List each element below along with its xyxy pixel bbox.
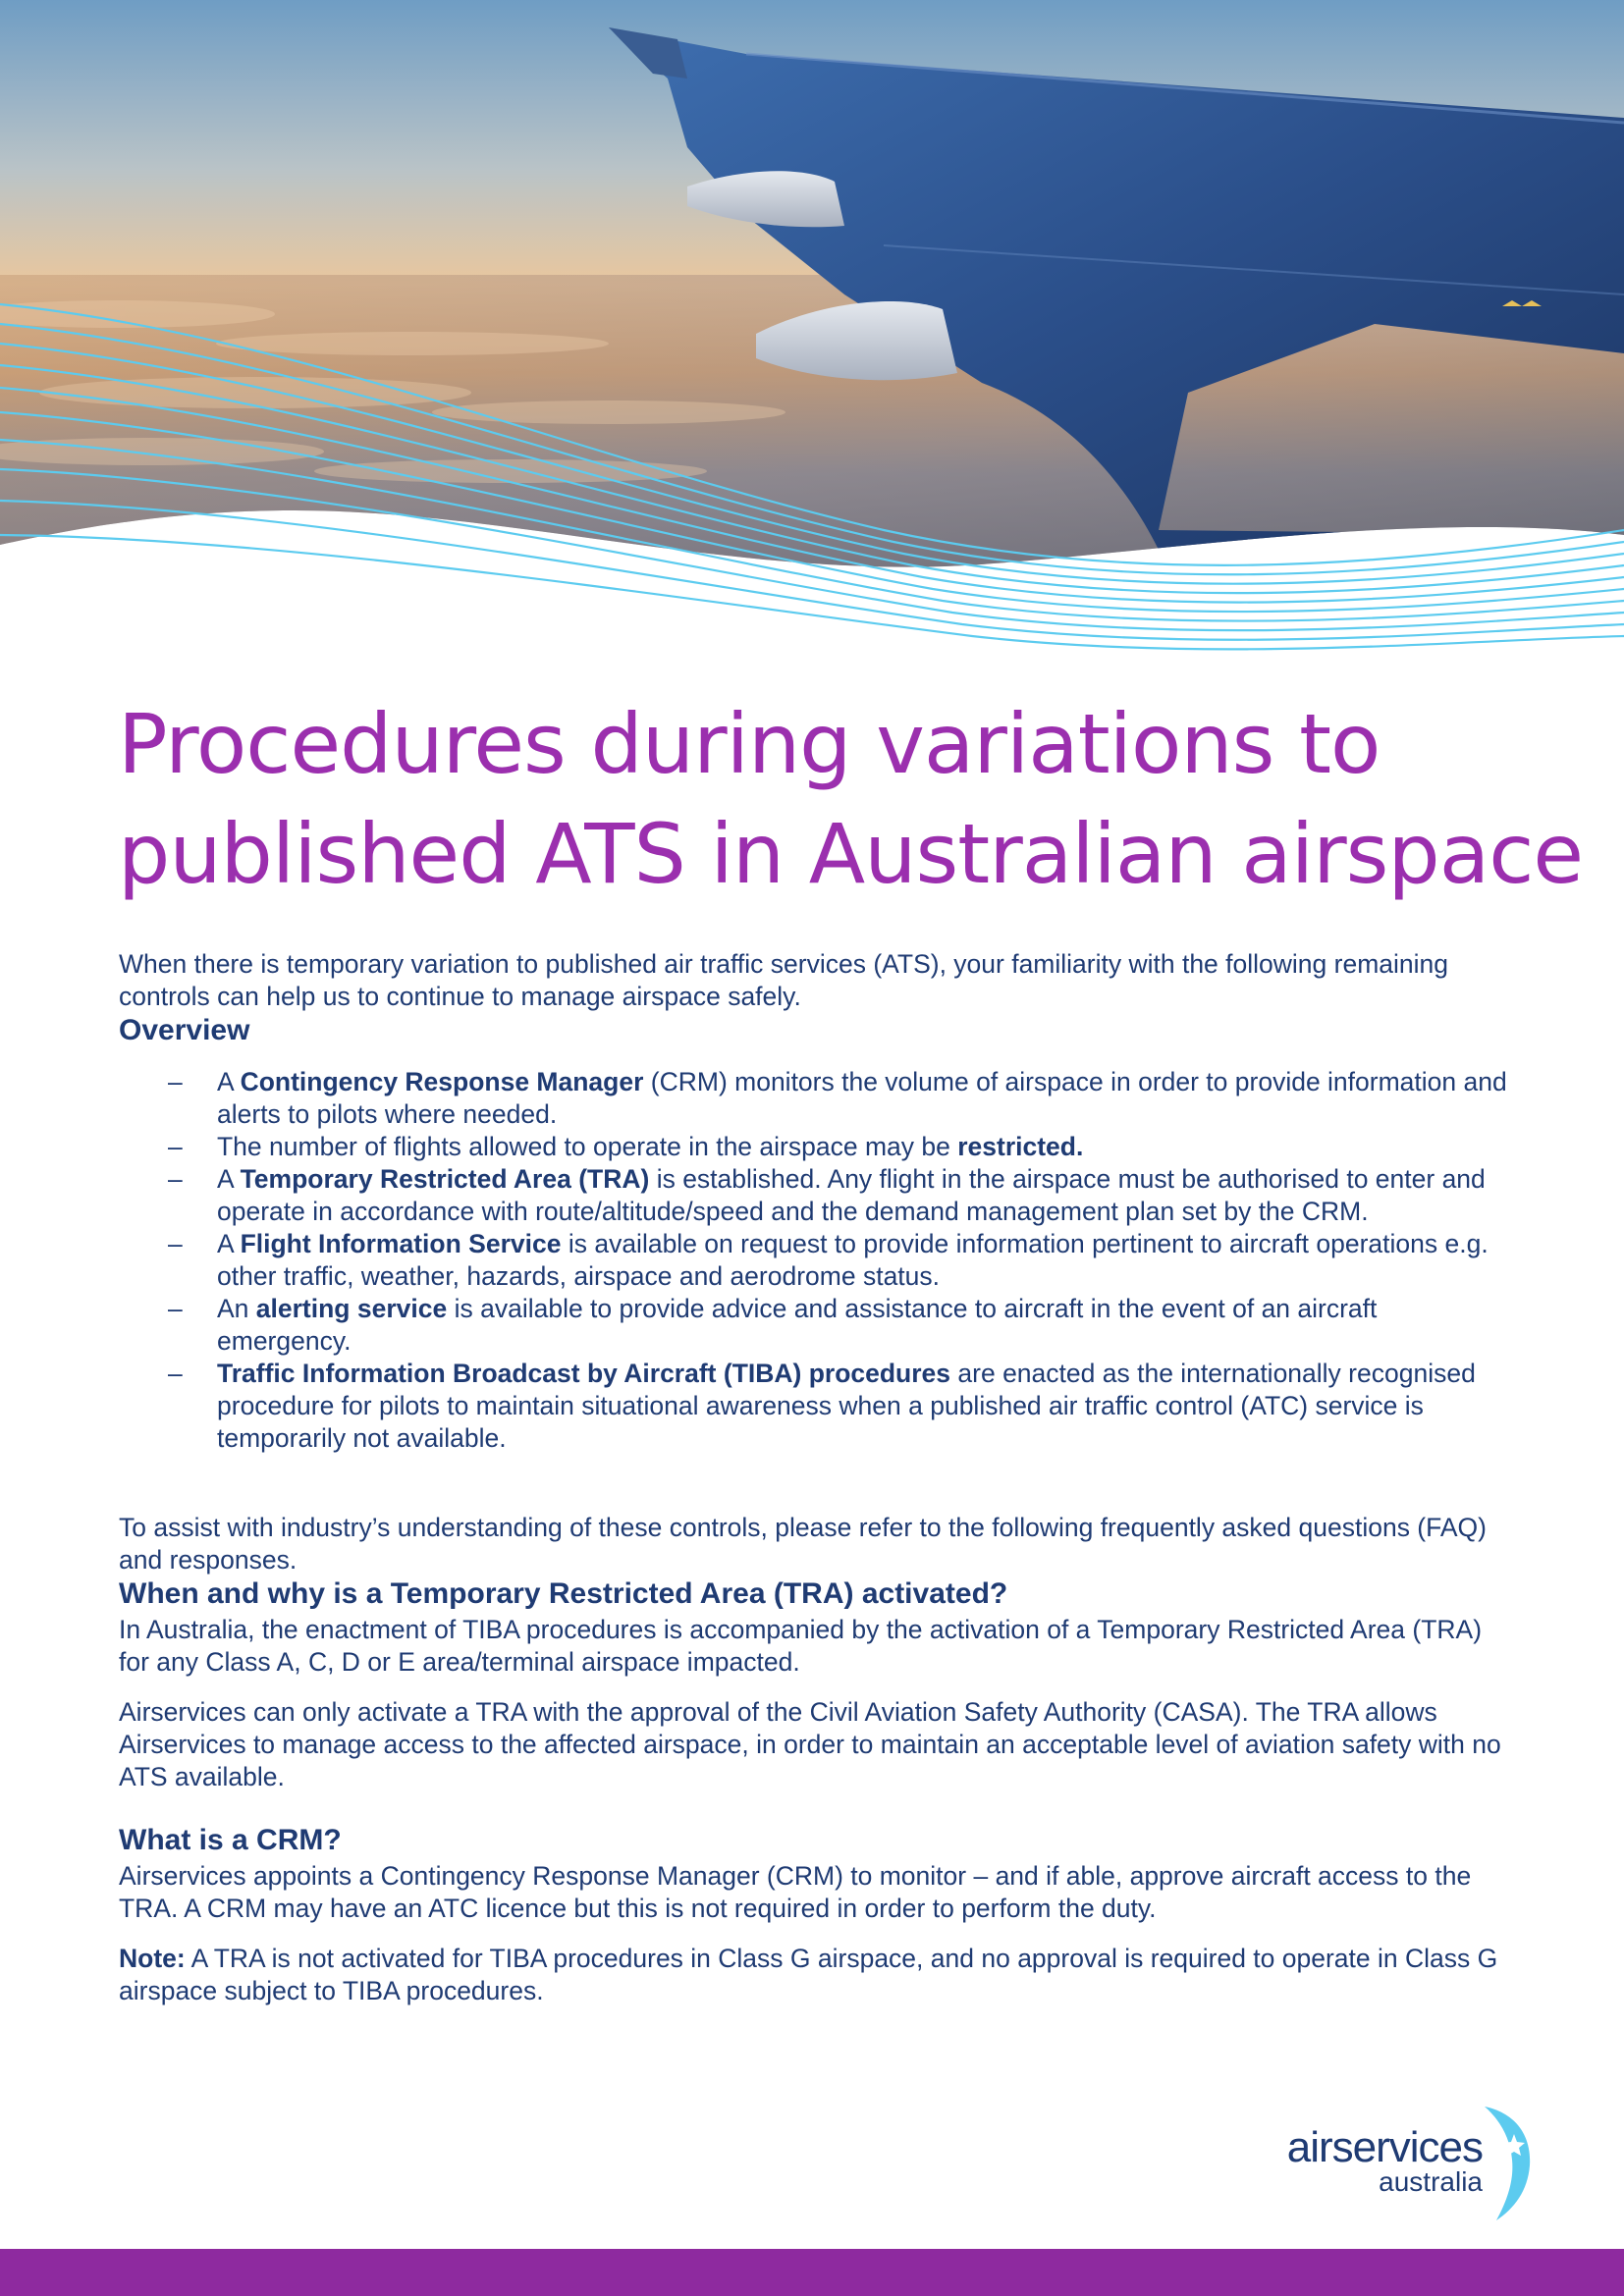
footer-bar	[0, 2249, 1624, 2296]
list-item: – A Flight Information Service is available on request to provide information pertinent to aircraft operations e.g. other traffic, weather, hazards, airspace and aerodrome status.	[168, 1229, 1489, 1291]
document-body	[119, 948, 1513, 2037]
logo-subtitle: australia	[1379, 2166, 1483, 2197]
aircraft-wing-illustration	[0, 0, 1624, 677]
faq-crm-heading: What is a CRM?	[119, 1824, 342, 1856]
assist-paragraph: To assist with industry’s understanding of these controls, please refer to the following frequently asked questions (FAQ) and responses.	[119, 1513, 1487, 1575]
note-paragraph	[119, 1943, 1513, 2007]
faq-tra-paragraph-1: In Australia, the enactment of TIBA procedures is accompanied by the activation of a Temporary Restricted Area (TRA) for any Class A, C, D or E area/terminal airspace impacted.	[119, 1615, 1483, 1677]
faq-crm-paragraph: Airservices appoints a Contingency Response Manager (CRM) to monitor – and if able, approve aircraft access to the TRA. A CRM may have an ATC licence but this is not required in order to perform the duty.	[119, 1861, 1472, 1923]
bullet-dash: –	[168, 1294, 183, 1323]
bullet-dash: –	[168, 1359, 183, 1388]
faq-tra-paragraph-2: Airservices can only activate a TRA with the approval of the Civil Aviation Safety Authority (CASA). The TRA allows Airservices to manage access to the affected airspace, in order to maintain an acceptable level of aviation safety with no ATS available.	[119, 1697, 1501, 1791]
logo-wordmark: airservices	[1286, 2123, 1483, 2171]
overview-list	[168, 1066, 1513, 1455]
logo-swoosh-icon	[1475, 2105, 1534, 2222]
faq-tra-heading: When and why is a Temporary Restricted Area (TRA) activated?	[119, 1577, 1008, 1610]
bullet-dash: –	[168, 1229, 183, 1258]
list-item: – An alerting service is available to provide advice and assistance to aircraft in the event of an aircraft emergency.	[168, 1294, 1378, 1356]
list-item: – Traffic Information Broadcast by Aircraft (TIBA) procedures are enacted as the internationally recognised procedure for pilots to maintain situational awareness when a published air traffic control (ATC) service is temporarily not available.	[168, 1359, 1476, 1453]
list-item: – The number of flights allowed to operate in the airspace may be restricted.	[168, 1132, 1084, 1161]
intro-paragraph: When there is temporary variation to published air traffic services (ATS), your familiarity with the following remaining controls can help us to continue to manage airspace safely.	[119, 949, 1448, 1011]
title-line-1: Procedures during variations to	[118, 696, 1380, 792]
faq-crm-section	[119, 1823, 1513, 2007]
airservices-logo	[1239, 2105, 1534, 2222]
title-line-2: published ATS in Australian airspace	[118, 806, 1584, 902]
bullet-dash: –	[168, 1132, 183, 1161]
overview-heading: Overview	[119, 1014, 250, 1046]
bullet-dash: –	[168, 1164, 183, 1194]
list-item: – A Temporary Restricted Area (TRA) is established. Any flight in the airspace must be authorised to enter and operate in accordance with route/altitude/speed and the demand management plan set by the CRM.	[168, 1164, 1486, 1226]
list-item: – A Contingency Response Manager (CRM) monitors the volume of airspace in order to provide information and alerts to pilots where needed.	[168, 1067, 1507, 1129]
note-label: Note:	[119, 1944, 186, 1973]
page-title	[118, 689, 1584, 909]
bullet-dash: –	[168, 1067, 183, 1096]
note-text: A TRA is not activated for TIBA procedures in Class G airspace, and no approval is required to operate in Class G airspace subject to TIBA procedures.	[119, 1944, 1498, 2005]
hero-image	[0, 0, 1624, 677]
faq-tra-section	[119, 1576, 1513, 1793]
